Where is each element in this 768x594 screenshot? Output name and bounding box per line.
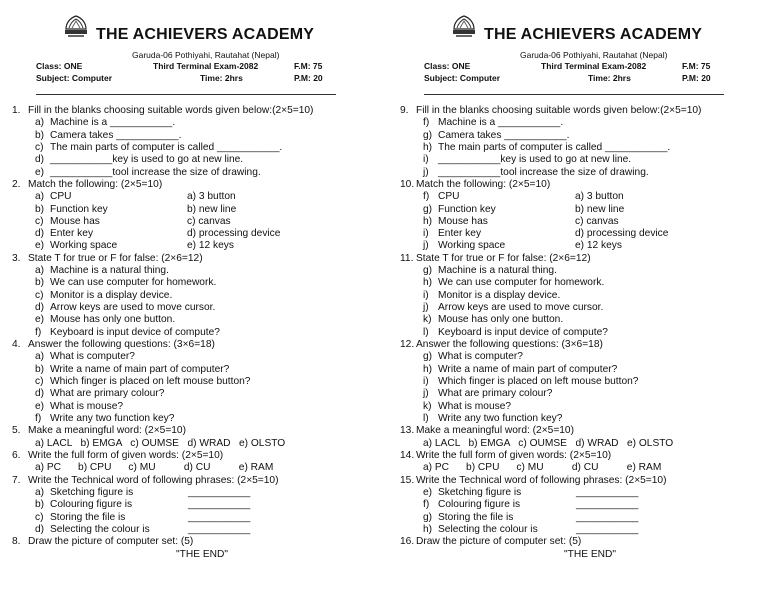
- item-letter: j): [423, 388, 429, 400]
- item-letter: f): [423, 191, 430, 203]
- match-option: e) 12 keys: [187, 240, 234, 252]
- question-number: 13.: [400, 425, 415, 437]
- item-letter: a): [35, 191, 45, 203]
- match-row: [400, 216, 768, 228]
- item-letter: a): [35, 265, 45, 277]
- school-name: THE ACHIEVERS ACADEMY: [484, 26, 703, 43]
- question-item: [400, 117, 768, 129]
- school-address: Garuda-06 Pothiyahi, Rautahat (Nepal): [132, 50, 280, 60]
- question-item: [400, 413, 768, 425]
- item-letter: c): [35, 289, 44, 301]
- phrase-row: [12, 499, 382, 511]
- academy-logo: [60, 14, 92, 40]
- item-text: Mouse has only one button.: [50, 314, 176, 326]
- item-text: Write any two function key?: [50, 412, 175, 424]
- item-text: Keyboard is input device of compute?: [50, 326, 220, 338]
- item-letter: e): [35, 240, 45, 252]
- item-text: Sketching figure is: [50, 487, 134, 499]
- item-letter: i): [423, 228, 429, 240]
- the-end: "THE END": [564, 548, 616, 560]
- item-text: Selecting the colour is: [438, 524, 538, 536]
- question-text: Write the Technical word of following phrases: (2×5=10): [28, 474, 279, 486]
- pass-marks: P.M: 20: [682, 73, 711, 83]
- item-text: What are primary colour?: [50, 388, 165, 400]
- question-text: Answer the following questions: (3×6=18): [28, 338, 215, 350]
- question-heading: [400, 179, 768, 191]
- match-option: c) canvas: [575, 215, 619, 227]
- question-text: Make a meaningful word: (2×5=10): [416, 425, 574, 437]
- question-heading: [400, 339, 768, 351]
- full-marks: F.M: 75: [682, 61, 711, 71]
- question-item: [12, 302, 382, 314]
- question-item: [400, 142, 768, 154]
- phrase-row: [12, 487, 382, 499]
- phrase-row: [400, 512, 768, 524]
- item-letter: e): [35, 314, 45, 326]
- item-letter: h): [423, 363, 433, 375]
- question-heading: [12, 253, 382, 265]
- options-line: a) LACL b) EMGA c) OUMSE d) WRAD e) OLSTO: [423, 437, 674, 449]
- academy-logo: [448, 14, 480, 40]
- match-option: d) processing device: [575, 228, 669, 240]
- question-heading: [12, 105, 382, 117]
- item-letter: h): [423, 142, 433, 153]
- question-item: [400, 327, 768, 339]
- item-letter: k): [423, 314, 432, 326]
- match-row: [400, 240, 768, 252]
- question-text: Draw the picture of computer set: (5): [28, 536, 194, 548]
- item-text: Monitor is a display device.: [438, 289, 561, 301]
- item-letter: e): [423, 487, 433, 499]
- time-label: Time: 2hrs: [588, 73, 631, 83]
- item-text: The main parts of computer is called ___________.: [50, 142, 283, 153]
- question-item: [400, 314, 768, 326]
- item-letter: b): [35, 363, 45, 375]
- question-text: Match the following: (2×5=10): [28, 178, 163, 190]
- question-heading: [12, 536, 382, 548]
- question-number: 12.: [400, 338, 415, 350]
- the-end: "THE END": [176, 548, 228, 560]
- paper-header: [400, 0, 768, 98]
- item-text: Camera takes ___________.: [50, 129, 182, 141]
- question-heading: [12, 339, 382, 351]
- question-item: [400, 376, 768, 388]
- question-item: [400, 130, 768, 142]
- question-text: State T for true or F for false: (2×6=12): [28, 252, 203, 264]
- item-text: Machine is a natural thing.: [50, 265, 169, 277]
- item-text: Camera takes ___________.: [438, 129, 570, 141]
- question-item: [12, 290, 382, 302]
- item-letter: c): [35, 375, 44, 387]
- match-row: [12, 191, 382, 203]
- question-number: 4.: [12, 338, 21, 350]
- item-letter: i): [423, 289, 429, 301]
- question-item: [400, 364, 768, 376]
- item-letter: j): [423, 302, 429, 314]
- question-heading: [12, 450, 382, 462]
- match-option: b) new line: [187, 203, 237, 215]
- item-letter: l): [423, 412, 429, 424]
- item-text: Mouse has: [50, 215, 100, 227]
- question-number: 15.: [400, 474, 415, 486]
- item-letter: f): [35, 326, 42, 338]
- item-text: Arrow keys are used to move cursor.: [50, 302, 216, 314]
- school-address: Garuda-06 Pothiyahi, Rautahat (Nepal): [520, 50, 668, 60]
- class-label: Class: ONE: [36, 61, 83, 71]
- question-number: 10.: [400, 178, 415, 190]
- phrase-row: [400, 524, 768, 536]
- pass-marks: P.M: 20: [294, 73, 323, 83]
- item-letter: l): [423, 326, 429, 338]
- item-text: Write a name of main part of computer?: [438, 363, 618, 375]
- question-number: 11.: [400, 252, 414, 264]
- item-letter: a): [35, 487, 45, 499]
- question-text: Write the full form of given words: (2×5=10): [28, 449, 224, 461]
- question-item: [12, 277, 382, 289]
- question-item: [400, 290, 768, 302]
- item-text: What are primary colour?: [438, 388, 553, 400]
- item-text: Keyboard is input device of compute?: [438, 326, 608, 338]
- item-text: Function key: [438, 203, 496, 215]
- exam-paper-left: [12, 0, 382, 594]
- answer-blank: ___________: [576, 487, 639, 499]
- question-item: [12, 130, 382, 142]
- answer-blank: ___________: [188, 487, 251, 499]
- item-text: Storing the file is: [438, 511, 514, 523]
- question-number: 7.: [12, 474, 21, 486]
- item-letter: f): [35, 412, 42, 424]
- question-text: Match the following: (2×5=10): [416, 178, 551, 190]
- item-text: Machine is a ___________.: [438, 117, 564, 129]
- question-text: Write the full form of given words: (2×5=10): [416, 449, 612, 461]
- phrase-row: [400, 487, 768, 499]
- question-number: 5.: [12, 425, 21, 437]
- subject-label: Subject: Computer: [36, 73, 113, 83]
- question-number: 1.: [12, 105, 21, 116]
- item-text: Mouse has only one button.: [438, 314, 564, 326]
- item-text: What is computer?: [50, 351, 135, 363]
- item-text: Colouring figure is: [438, 499, 521, 511]
- item-letter: k): [423, 400, 432, 412]
- item-letter: g): [423, 511, 433, 523]
- match-option: a) 3 button: [575, 191, 624, 203]
- header-divider: [36, 94, 336, 95]
- question-text: Fill in the blanks choosing suitable words given below:(2×5=10): [416, 105, 702, 116]
- item-text: Function key: [50, 203, 108, 215]
- item-letter: d): [35, 154, 45, 166]
- item-text: Mouse has: [438, 215, 488, 227]
- question-list: [12, 105, 382, 561]
- match-row: [12, 240, 382, 252]
- item-text: What is mouse?: [438, 400, 512, 412]
- question-heading: [400, 105, 768, 117]
- item-text: CPU: [50, 191, 72, 203]
- question-text: Write the Technical word of following phrases: (2×5=10): [416, 474, 667, 486]
- item-text: CPU: [438, 191, 460, 203]
- phrase-row: [12, 512, 382, 524]
- full-marks: F.M: 75: [294, 61, 323, 71]
- item-text: Working space: [438, 240, 506, 252]
- question-heading: [400, 475, 768, 487]
- match-row: [400, 228, 768, 240]
- question-text: Fill in the blanks choosing suitable words given below:(2×5=10): [28, 105, 314, 116]
- question-item: [12, 413, 382, 425]
- question-item: [400, 401, 768, 413]
- question-item: [12, 167, 382, 179]
- item-letter: e): [35, 400, 45, 412]
- question-text: Draw the picture of computer set: (5): [416, 536, 582, 548]
- answer-blank: ___________: [576, 524, 639, 536]
- question-item: [12, 142, 382, 154]
- item-letter: c): [35, 511, 44, 523]
- item-letter: g): [423, 203, 433, 215]
- item-text: ___________tool increase the size of drawing.: [50, 166, 261, 178]
- question-list: [400, 105, 768, 561]
- options-line: a) LACL b) EMGA c) OUMSE d) WRAD e) OLSTO: [35, 437, 286, 449]
- item-letter: b): [35, 277, 45, 289]
- question-item: [12, 265, 382, 277]
- question-item: [12, 388, 382, 400]
- item-letter: g): [423, 351, 433, 363]
- item-text: Selecting the colour is: [50, 524, 150, 536]
- item-letter: c): [35, 215, 44, 227]
- question-number: 3.: [12, 252, 21, 264]
- item-text: Monitor is a display device.: [50, 289, 173, 301]
- item-text: Which finger is placed on left mouse button?: [438, 375, 639, 387]
- question-item: [12, 327, 382, 339]
- exam-meta: [36, 60, 336, 84]
- item-letter: f): [423, 117, 430, 129]
- match-row: [12, 204, 382, 216]
- item-text: Arrow keys are used to move cursor.: [438, 302, 604, 314]
- item-letter: h): [423, 215, 433, 227]
- exam-title: Third Terminal Exam-2082: [153, 61, 259, 71]
- item-letter: d): [35, 388, 45, 400]
- header-divider: [424, 94, 724, 95]
- question-text: Answer the following questions: (3×6=18): [416, 338, 603, 350]
- question-number: 6.: [12, 449, 21, 461]
- match-option: c) canvas: [187, 215, 231, 227]
- answer-blank: ___________: [188, 524, 251, 536]
- match-row: [12, 216, 382, 228]
- match-option: e) 12 keys: [575, 240, 622, 252]
- question-heading: [400, 536, 768, 548]
- question-item: [400, 302, 768, 314]
- item-text: Working space: [50, 240, 118, 252]
- answer-blank: ___________: [188, 499, 251, 511]
- item-letter: b): [35, 203, 45, 215]
- question-number: 14.: [400, 449, 415, 461]
- question-number: 16.: [400, 536, 415, 548]
- answer-blank: ___________: [576, 511, 639, 523]
- item-letter: d): [35, 524, 45, 536]
- match-option: b) new line: [575, 203, 625, 215]
- paper-header: [12, 0, 382, 98]
- item-letter: d): [35, 228, 45, 240]
- exam-paper-right: [400, 0, 768, 594]
- subject-label: Subject: Computer: [424, 73, 501, 83]
- options-line: a) PC b) CPU c) MU d) CU e) RAM: [423, 462, 662, 474]
- question-number: 8.: [12, 536, 21, 548]
- match-option: a) 3 button: [187, 191, 236, 203]
- question-text: Make a meaningful word: (2×5=10): [28, 425, 186, 437]
- question-number: 2.: [12, 178, 21, 190]
- question-item: [400, 265, 768, 277]
- phrase-row: [12, 524, 382, 536]
- item-letter: b): [35, 129, 45, 141]
- question-item: [12, 117, 382, 129]
- item-text: ___________tool increase the size of drawing.: [438, 166, 649, 178]
- school-name: THE ACHIEVERS ACADEMY: [96, 26, 315, 43]
- item-letter: b): [35, 499, 45, 511]
- match-row: [400, 191, 768, 203]
- item-letter: i): [423, 154, 429, 166]
- item-text: Enter key: [438, 228, 482, 240]
- item-text: ___________key is used to go at new line.: [50, 154, 244, 166]
- item-text: Sketching figure is: [438, 487, 522, 499]
- item-text: Storing the file is: [50, 511, 126, 523]
- question-item: [12, 314, 382, 326]
- item-letter: a): [35, 117, 45, 129]
- question-item: [400, 167, 768, 179]
- item-text: Machine is a natural thing.: [438, 265, 557, 277]
- item-text: What is mouse?: [50, 400, 124, 412]
- question-heading: [400, 450, 768, 462]
- answer-blank: ___________: [576, 499, 639, 511]
- item-text: We can use computer for homework.: [438, 277, 605, 289]
- question-number: 9.: [400, 105, 409, 116]
- item-letter: j): [423, 240, 429, 252]
- match-option: d) processing device: [187, 228, 281, 240]
- question-heading: [12, 179, 382, 191]
- question-item: [12, 154, 382, 166]
- question-item: [12, 376, 382, 388]
- question-item: [12, 351, 382, 363]
- item-text: ___________key is used to go at new line.: [438, 154, 632, 166]
- question-item: [400, 154, 768, 166]
- question-item: [12, 401, 382, 413]
- question-heading: [400, 253, 768, 265]
- question-item: [400, 351, 768, 363]
- item-letter: j): [423, 166, 429, 178]
- phrase-row: [400, 499, 768, 511]
- item-text: Write a name of main part of computer?: [50, 363, 230, 375]
- question-heading: [400, 425, 768, 437]
- options-line: a) PC b) CPU c) MU d) CU e) RAM: [35, 462, 274, 474]
- item-text: Write any two function key?: [438, 412, 563, 424]
- item-text: What is computer?: [438, 351, 523, 363]
- item-text: We can use computer for homework.: [50, 277, 217, 289]
- answer-blank: ___________: [188, 511, 251, 523]
- exam-title: Third Terminal Exam-2082: [541, 61, 647, 71]
- item-letter: d): [35, 302, 45, 314]
- exam-meta: [424, 60, 724, 84]
- class-label: Class: ONE: [424, 61, 471, 71]
- item-letter: g): [423, 265, 433, 277]
- question-item: [400, 388, 768, 400]
- question-heading: [12, 425, 382, 437]
- item-letter: c): [35, 142, 44, 153]
- question-item: [400, 277, 768, 289]
- item-letter: e): [35, 166, 45, 178]
- match-row: [400, 204, 768, 216]
- item-letter: h): [423, 277, 433, 289]
- item-letter: g): [423, 129, 433, 141]
- item-text: Colouring figure is: [50, 499, 133, 511]
- question-heading: [12, 475, 382, 487]
- item-letter: i): [423, 375, 429, 387]
- time-label: Time: 2hrs: [200, 73, 243, 83]
- question-text: State T for true or F for false: (2×6=12): [416, 252, 591, 264]
- item-letter: f): [423, 499, 430, 511]
- item-text: Enter key: [50, 228, 94, 240]
- item-text: The main parts of computer is called ___________.: [438, 142, 671, 153]
- item-text: Machine is a ___________.: [50, 117, 176, 129]
- item-letter: a): [35, 351, 45, 363]
- question-item: [12, 364, 382, 376]
- match-row: [12, 228, 382, 240]
- item-letter: h): [423, 524, 433, 536]
- item-text: Which finger is placed on left mouse button?: [50, 375, 251, 387]
